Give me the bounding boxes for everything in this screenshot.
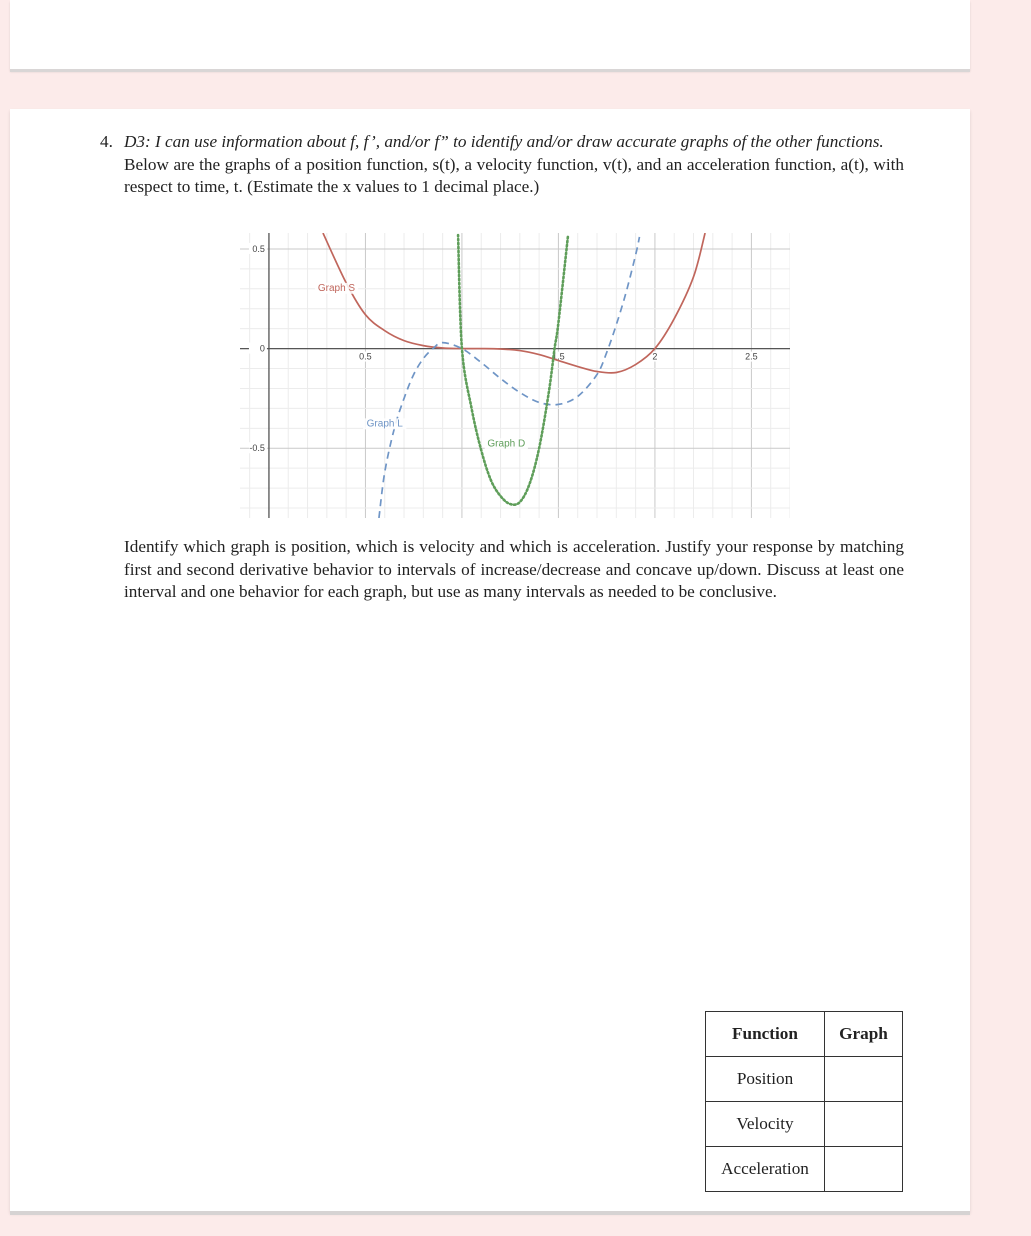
series-label: Graph S (317, 282, 356, 294)
header-function: Function (706, 1012, 825, 1057)
answer-cell-acceleration[interactable] (825, 1147, 903, 1192)
x-tick-label: 1.5 (552, 351, 565, 362)
question-intro: Below are the graphs of a position function, s(t), a velocity function, v(t), and an acceleration function, a(t), with respect to time, t. (Estimate the x values to 1 decimal place.) (124, 154, 904, 196)
series-graph-l (379, 237, 640, 518)
table-row (706, 1057, 903, 1102)
row-label-position: Position (706, 1057, 825, 1102)
y-tick-label: 0.5 (252, 243, 265, 254)
previous-page (10, 0, 970, 70)
row-label-acceleration: Acceleration (706, 1147, 825, 1192)
question-number: 4. (100, 132, 113, 151)
answer-table (705, 1011, 903, 1192)
x-tick-label: 2.5 (745, 351, 758, 362)
x-tick-label: 0.5 (359, 351, 372, 362)
answer-cell-velocity[interactable] (825, 1102, 903, 1147)
learning-objective: D3: I can use information about f, f’, and/or f” to identify and/or draw accurate graphs of the other functions. (124, 132, 884, 151)
table-header-row (706, 1012, 903, 1057)
x-tick-label: 2 (652, 351, 658, 362)
header-graph: Graph (825, 1012, 903, 1057)
y-tick-label: 0 (259, 343, 265, 354)
row-label-velocity: Velocity (706, 1102, 825, 1147)
table-row (706, 1147, 903, 1192)
series-label: Graph L (366, 418, 403, 430)
question-prompt: Identify which graph is position, which is velocity and which is acceleration. Justify your response by matching first and second derivative behavior to intervals of increase/decrease and concave up/down. Discuss at least one interval and one behavior for each graph, but use as many intervals as needed to be conclusive. (124, 537, 904, 601)
series-label: Graph D (487, 438, 526, 450)
question-block (100, 131, 904, 199)
y-tick-label: -0.5 (249, 443, 265, 454)
series-graph-s (323, 233, 705, 373)
document-page (10, 109, 970, 1212)
series-graph-d (458, 235, 568, 505)
table-row (706, 1102, 903, 1147)
answer-cell-position[interactable] (825, 1057, 903, 1102)
function-graphs-chart (240, 233, 790, 518)
